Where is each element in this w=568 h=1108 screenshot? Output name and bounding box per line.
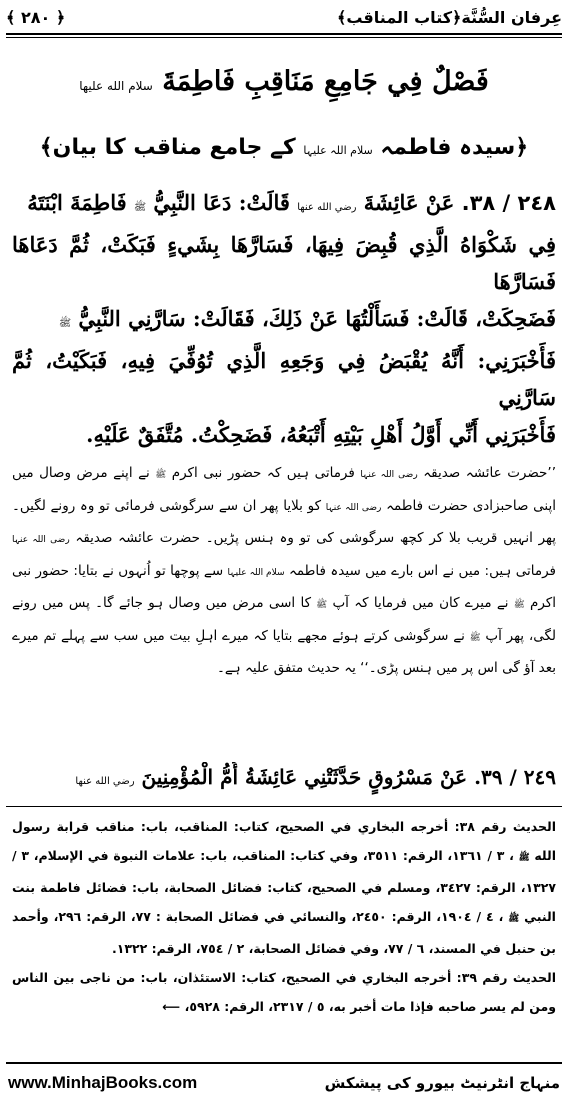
chapter-heading [0, 66, 568, 97]
page-header [6, 4, 562, 30]
translation-text: کو بلایا پھر ان سے سرگوشی فرمائی تو وہ رونے لگیں۔ پھر انہیں قریب بلا کر کچھ سرگوشی کی تو وہ ہنس پڑیں۔ حضرت عائشہ صدیقہ [12, 497, 556, 546]
footnote-text: ، ٣ / ١٣٦١، الرقم: ٣٥١١، وفي كتاب: المناقب، باب: علامات النبوة في الإسلام، ٣ / ١٣٢٧، الرقم: ٣٤٢٧، ومسلم في الصحيح، كتاب: فضائل الصحابة، باب: فضائل فاطمة بنت النبي [12, 848, 556, 924]
footnote-38 [12, 812, 556, 963]
hadith-line [12, 300, 556, 342]
hadith-text: عَنْ مَسْرُوقٍ حَدَّثَتْنِي عَائِشَةُ أُمُّ الْمُؤْمِنِينَ [141, 765, 468, 789]
footnote-text: الحديث رقم ٣٩: أخرجه البخاري في الصحيح، كتاب: الاستئذان، باب: من ناجى بين الناس ومن لم يسر صاحبه فإذا مات أخبر به، ٥ / ٢٣١٧، الرقم: ٥٩٢٨، [12, 970, 556, 1014]
salawat-icon: ﷺ [469, 632, 481, 643]
hadith-text: قَالَتْ: دَعَا النَّبِيُّ [153, 190, 290, 215]
salawat-icon: ﷺ [518, 853, 530, 863]
translation-text: سے پوچھا تو اُنہوں نے بتایا: حضور نبی اکرم [12, 562, 556, 611]
hadith-248-arabic [12, 184, 556, 453]
translation-text: فرماتی ہیں: میں نے اس بارے میں سیدہ فاطمہ [288, 562, 556, 579]
hadith-line: فَأَخْبَرَنِي أَنِّي أَوَّلُ أَهْلِ بَيْتِهِ أَتْبَعُهُ، فَضَحِكْتُ. مُتَّفَقٌ عَلَيْهِ. [86, 422, 556, 447]
translation-text: کا اسی مرض میں وصال ہو جائے گا۔ پس میں رونے لگی، پھر آپ [12, 595, 557, 644]
honorific: سلام اللہ علیہا [303, 144, 373, 157]
honorific: رضي الله عنها [75, 776, 135, 787]
subheading-open: ﴿سیدہ فاطمہ [380, 135, 529, 160]
honorific: رضی اللہ عنہا [12, 535, 70, 545]
book-title: عِرفان السُّنَّة﴿کتاب المناقب﴾ [336, 7, 562, 27]
header-rule-thin [6, 37, 562, 38]
translation-text: نے میرے کان میں فرمایا کہ آپ [332, 595, 509, 611]
hadith-text: فَضَحِكَتْ، قَالَتْ: فَسَأَلْتُهَا عَنْ ذَلِكَ، فَقَالَتْ: سَارَّنِي النَّبِيُّ [78, 306, 556, 331]
honorific: رضي الله عنها [297, 202, 357, 213]
salawat-icon: ﷺ [316, 600, 328, 610]
page-number: ﴿ ۲۸۰ ﴾ [6, 7, 66, 27]
chapter-heading-text: فَصْلٌ فِي جَامِعِ مَنَاقِبِ فَاطِمَةَ [162, 66, 489, 97]
continue-arrow-icon: ⟵ [162, 999, 181, 1014]
footnote-text: ، ٤ / ١٩٠٤، الرقم: ٢٤٥٠، والنسائي في فضائل الصحابة : ٧٧، الرقم: ٢٩٦، وأحمد بن حنبل في المسند، ٦ / ٧٧، وفي فضائل الصحابة، ٢ / ٧٥٤، الرقم: ١٣٢٢. [12, 909, 556, 956]
footer-rule [6, 1062, 562, 1064]
salawat-icon: ﷺ [155, 470, 167, 480]
honorific: سلام اللہ علیہا [227, 567, 285, 578]
translation-text: نے سرگوشی کرتے ہوئے مجھے بتایا کہ میرے اہلِ بیت میں سب سے پہلے تم میرے بعد آؤ گی اس پر میں ہنس پڑی۔‘‘ یہ حدیث متفق علیہ ہے۔ [12, 627, 556, 676]
hadith-number: ٢٤٨ / ٣٨. [461, 191, 556, 215]
subheading-close: کے جامع مناقب کا بیان﴾ [39, 135, 296, 160]
translation-text: فرماتی ہیں کہ حضور نبی اکرم [171, 465, 355, 481]
publisher-credit: منہاج انٹرنیٹ بیورو کی پیشکش [324, 1074, 560, 1092]
hadith-line [12, 184, 556, 226]
chapter-subheading [0, 135, 568, 160]
hadith-text: عَنْ عَائِشَةَ [363, 190, 455, 215]
hadith-line: فَأَخْبَرَنِي: أَنَّهُ يُقْبَضُ فِي وَجَعِهِ الَّذِي تُوُفِّيَ فِيهِ، فَبَكَيْتُ، ثُمَّ سَارَّنِي [12, 348, 556, 410]
urdu-translation [12, 458, 556, 684]
page-footer [8, 1068, 560, 1098]
header-rule [6, 33, 562, 35]
salawat-icon: ﷺ [134, 202, 147, 213]
translation-text: نے اپنے مرض وصال میں اپنی صاحبزادی حضرت فاطمہ [12, 465, 557, 514]
translation-text: ’’حضرت عائشہ صدیقہ [423, 465, 556, 481]
footnote-text: الحديث رقم ٣٨: أخرجه البخاري في الصحيح، كتاب: المناقب، باب: مناقب قرابة رسول الله [12, 819, 556, 863]
hadith-line: فِي شَكْوَاهُ الَّذِي قُبِضَ فِيهَا، فَسَارَّهَا بِشَيءٍ فَبَكَتْ، ثُمَّ دَعَاهَا فَسَارَّهَا [12, 232, 556, 294]
salawat-icon: ﷺ [58, 318, 72, 329]
hadith-number: ٢٤٩ / ٣٩. [474, 765, 556, 789]
footnote-rule [6, 806, 562, 807]
footnotes [12, 812, 556, 1021]
footnote-39 [12, 963, 556, 1021]
salawat-icon: ﷺ [513, 600, 525, 610]
website-link[interactable]: www.MinhajBooks.com [8, 1073, 198, 1092]
honorific: رضی اللہ عنہا [360, 470, 418, 480]
salawat-icon: ﷺ [508, 914, 520, 924]
honorific: رضی اللہ عنہا [325, 502, 382, 513]
hadith-text: فَاطِمَةَ ابْنَتَهُ [27, 190, 127, 215]
honorific: سلام الله عليها [79, 79, 153, 93]
hadith-249-arabic [12, 762, 556, 797]
